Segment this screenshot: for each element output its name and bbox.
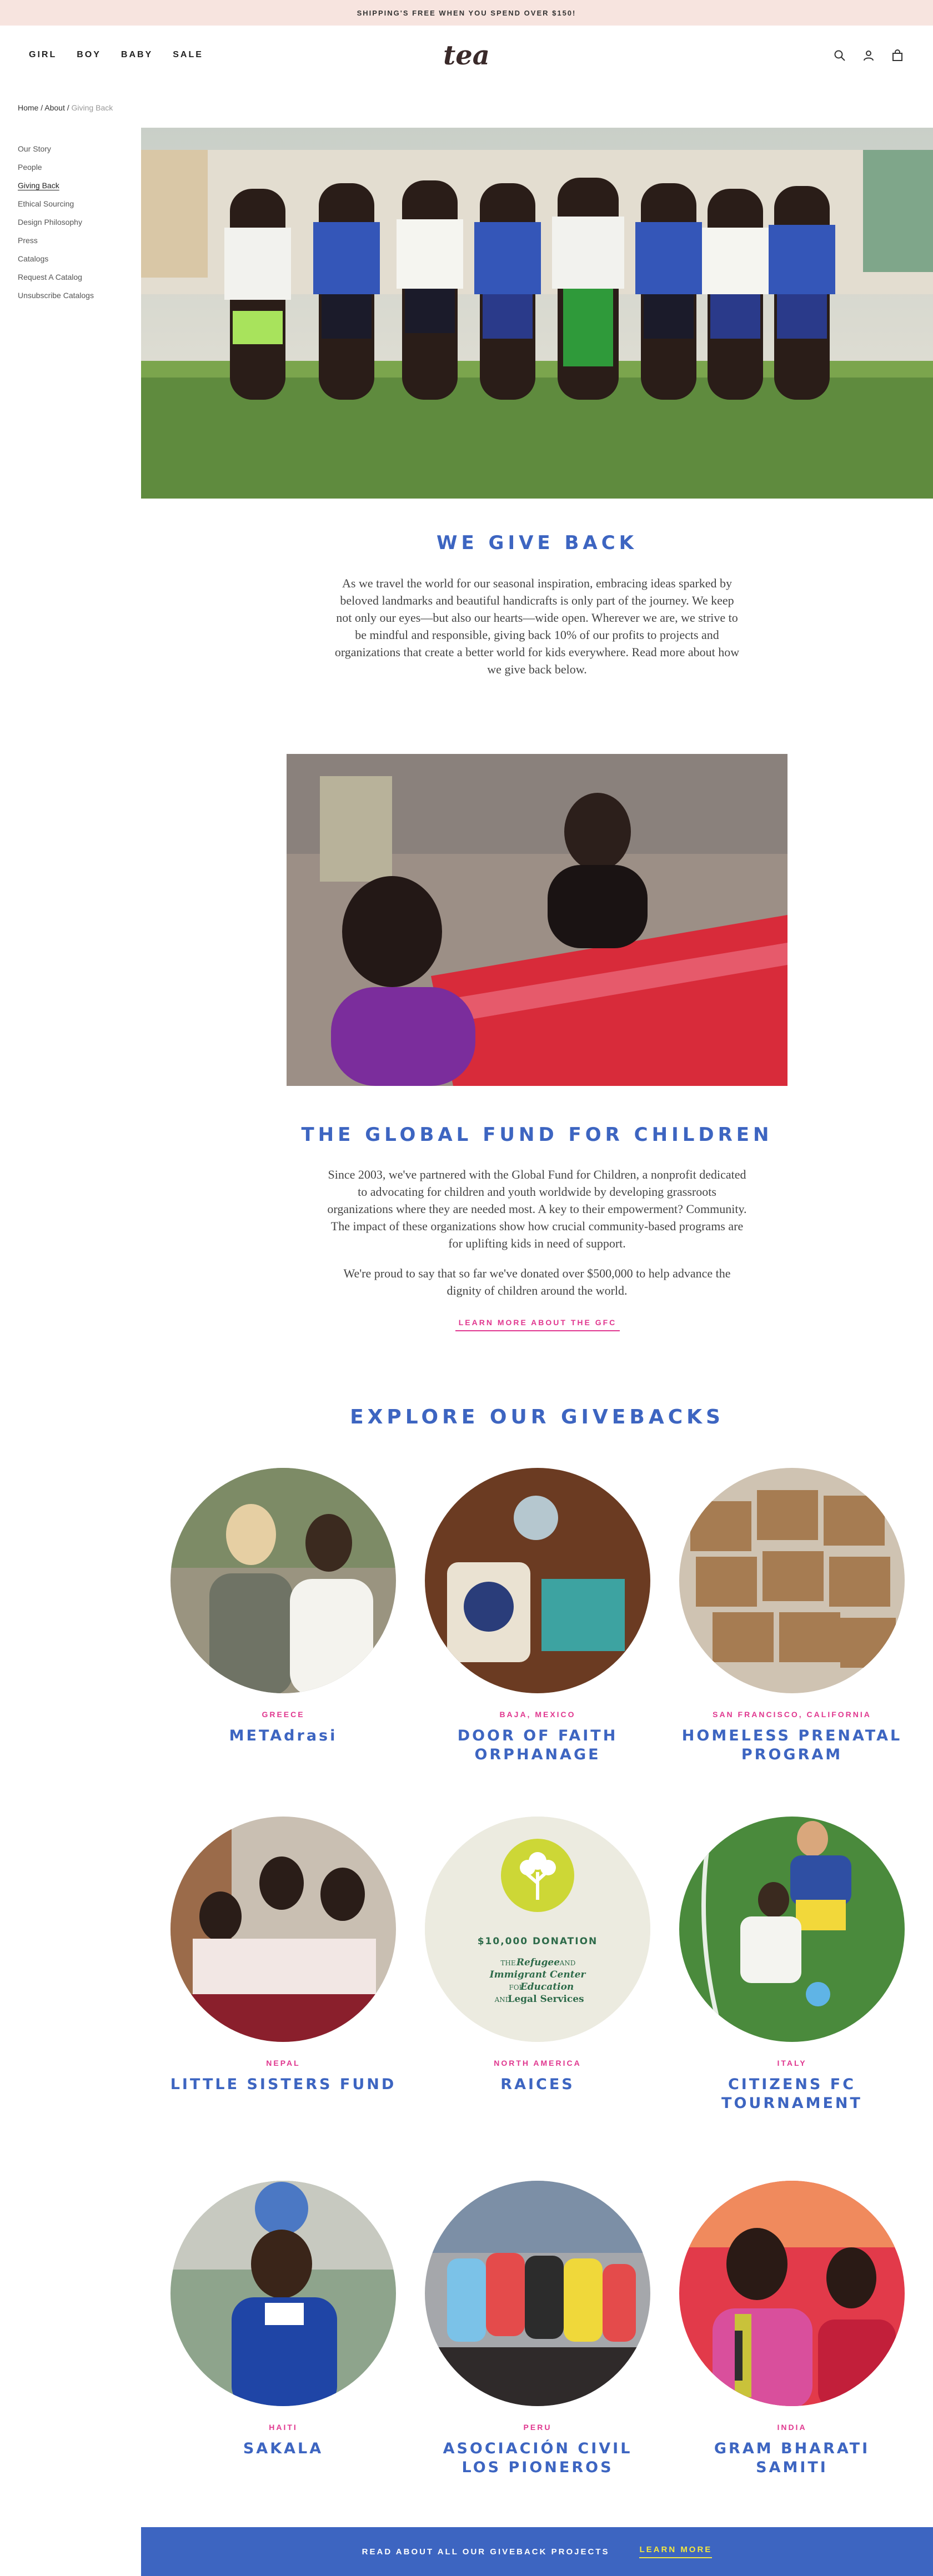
giveback-footer-bar bbox=[141, 2527, 933, 2576]
svg-text:AND: AND bbox=[559, 1959, 576, 1967]
nav-boy[interactable]: BOY bbox=[77, 50, 101, 59]
explore-title: EXPLORE OUR GIVEBACKS bbox=[350, 1406, 724, 1428]
sidebar-item-people[interactable]: People bbox=[18, 163, 42, 172]
give-back-title: WE GIVE BACK bbox=[436, 532, 638, 554]
giveback-card[interactable]: BAJA, MEXICO DOOR OF FAITH ORPHANAGE bbox=[421, 1468, 654, 1764]
breadcrumb-home[interactable]: Home bbox=[18, 103, 39, 112]
footer-text: READ ABOUT ALL OUR GIVEBACK PROJECTS bbox=[362, 2547, 610, 2557]
gfc-text-1: Since 2003, we've partnered with the Global Fund for Children, a nonprofit dedicated to advocating for children and youth worldwide by developing grassroots organizations where they are needed most. A key to their empowerment? Community. The impact of these organizations show how crucial community-based programs are for uplifting kids in need of support. bbox=[327, 1168, 747, 1250]
giveback-card[interactable]: GREECE METAdrasi bbox=[167, 1468, 400, 1745]
svg-text:Education: Education bbox=[520, 1981, 574, 1993]
nav-girl[interactable]: GIRL bbox=[29, 50, 57, 59]
hero-team-photo bbox=[141, 128, 933, 499]
promo-bar bbox=[0, 0, 933, 26]
give-back-text: As we travel the world for our seasonal inspiration, embracing ideas sparked by beloved landmarks and beautiful handicrafts is only part of the journey. We keep not only our eyes—but also our hearts—wide open. Wherever we are, we strive to be mindful and responsible, giving back 10% of our profits to projects and organizations that create a better world for kids everywhere. Read more about how we give back below. bbox=[334, 576, 740, 676]
sidebar-nav bbox=[18, 143, 94, 301]
giveback-photo[interactable] bbox=[679, 1468, 905, 1693]
nav-sale[interactable]: SALE bbox=[173, 50, 203, 59]
giveback-photo[interactable] bbox=[170, 2181, 396, 2406]
site-header bbox=[0, 26, 933, 88]
svg-text:Legal Services: Legal Services bbox=[508, 1994, 584, 2005]
sidebar-item-catalogs[interactable]: Catalogs bbox=[18, 254, 49, 263]
breadcrumb-about[interactable]: About bbox=[44, 103, 65, 112]
sidebar-item-design-philosophy[interactable]: Design Philosophy bbox=[18, 218, 82, 227]
main-nav bbox=[29, 50, 203, 60]
account-icon[interactable] bbox=[862, 49, 875, 62]
giveback-photo[interactable] bbox=[679, 2181, 905, 2406]
giveback-photo[interactable] bbox=[170, 1468, 396, 1693]
header-icons bbox=[833, 49, 904, 62]
sidebar-item-giving-back[interactable]: Giving Back bbox=[18, 181, 59, 190]
learn-more-gfc-link[interactable]: LEARN MORE ABOUT THE GFC bbox=[455, 1318, 620, 1331]
sidebar-item-ethical-sourcing[interactable]: Ethical Sourcing bbox=[18, 199, 74, 208]
search-icon[interactable] bbox=[833, 49, 846, 62]
giveback-photo[interactable] bbox=[170, 1817, 396, 2042]
giveback-card[interactable]: PERU ASOCIACIÓN CIVIL LOS PIONEROS bbox=[421, 2181, 654, 2477]
gfc-embroidery-photo bbox=[287, 754, 787, 1086]
giveback-card[interactable]: NEPAL LITTLE SISTERS FUND bbox=[167, 1817, 400, 2094]
giveback-photo[interactable] bbox=[425, 2181, 650, 2406]
raices-donation-badge[interactable] bbox=[425, 1817, 650, 2042]
svg-text:Refugee: Refugee bbox=[516, 1957, 560, 1968]
sidebar-item-press[interactable]: Press bbox=[18, 236, 38, 245]
sidebar-item-request-catalog[interactable]: Request A Catalog bbox=[18, 273, 82, 281]
svg-text:THE: THE bbox=[500, 1959, 516, 1967]
giveback-photo[interactable] bbox=[425, 1468, 650, 1693]
learn-more-link[interactable]: LEARN MORE bbox=[639, 2545, 712, 2558]
giveback-card[interactable]: ITALY CITIZENS FC TOURNAMENT bbox=[675, 1817, 909, 2113]
cart-icon[interactable] bbox=[891, 49, 904, 62]
breadcrumb-current: Giving Back bbox=[71, 103, 113, 112]
giveback-card[interactable]: HAITI SAKALA bbox=[167, 2181, 400, 2458]
tea-logo[interactable] bbox=[440, 37, 493, 76]
promo-text: SHIPPING'S FREE WHEN YOU SPEND OVER $150! bbox=[357, 8, 576, 17]
sidebar-item-unsubscribe[interactable]: Unsubscribe Catalogs bbox=[18, 291, 94, 300]
gfc-text-2: We're proud to say that so far we've donated over $500,000 to help advance the dignity of children around the world. bbox=[343, 1266, 731, 1297]
breadcrumb: Home / About / Giving Back bbox=[18, 103, 113, 112]
svg-text:$10,000 DONATION: $10,000 DONATION bbox=[477, 1936, 598, 1947]
giveback-card[interactable]: $10,000 DONATION THE Refugee AND Immigrant Center FOR Education AND Legal Services NORTH AMERICA RAICES bbox=[421, 1817, 654, 2094]
gfc-title: THE GLOBAL FUND FOR CHILDREN bbox=[301, 1124, 773, 1146]
svg-text:tea: tea bbox=[443, 40, 490, 71]
svg-text:AND: AND bbox=[494, 1996, 511, 2004]
nav-baby[interactable]: BABY bbox=[121, 50, 153, 59]
giveback-card[interactable]: SAN FRANCISCO, CALIFORNIA HOMELESS PRENATAL PROGRAM bbox=[675, 1468, 909, 1764]
giveback-card[interactable]: INDIA GRAM BHARATI SAMITI bbox=[675, 2181, 909, 2477]
svg-text:Immigrant Center: Immigrant Center bbox=[489, 1969, 586, 1980]
giveback-photo[interactable] bbox=[679, 1817, 905, 2042]
sidebar-item-our-story[interactable]: Our Story bbox=[18, 144, 51, 153]
svg-text:FOR: FOR bbox=[509, 1984, 524, 1991]
